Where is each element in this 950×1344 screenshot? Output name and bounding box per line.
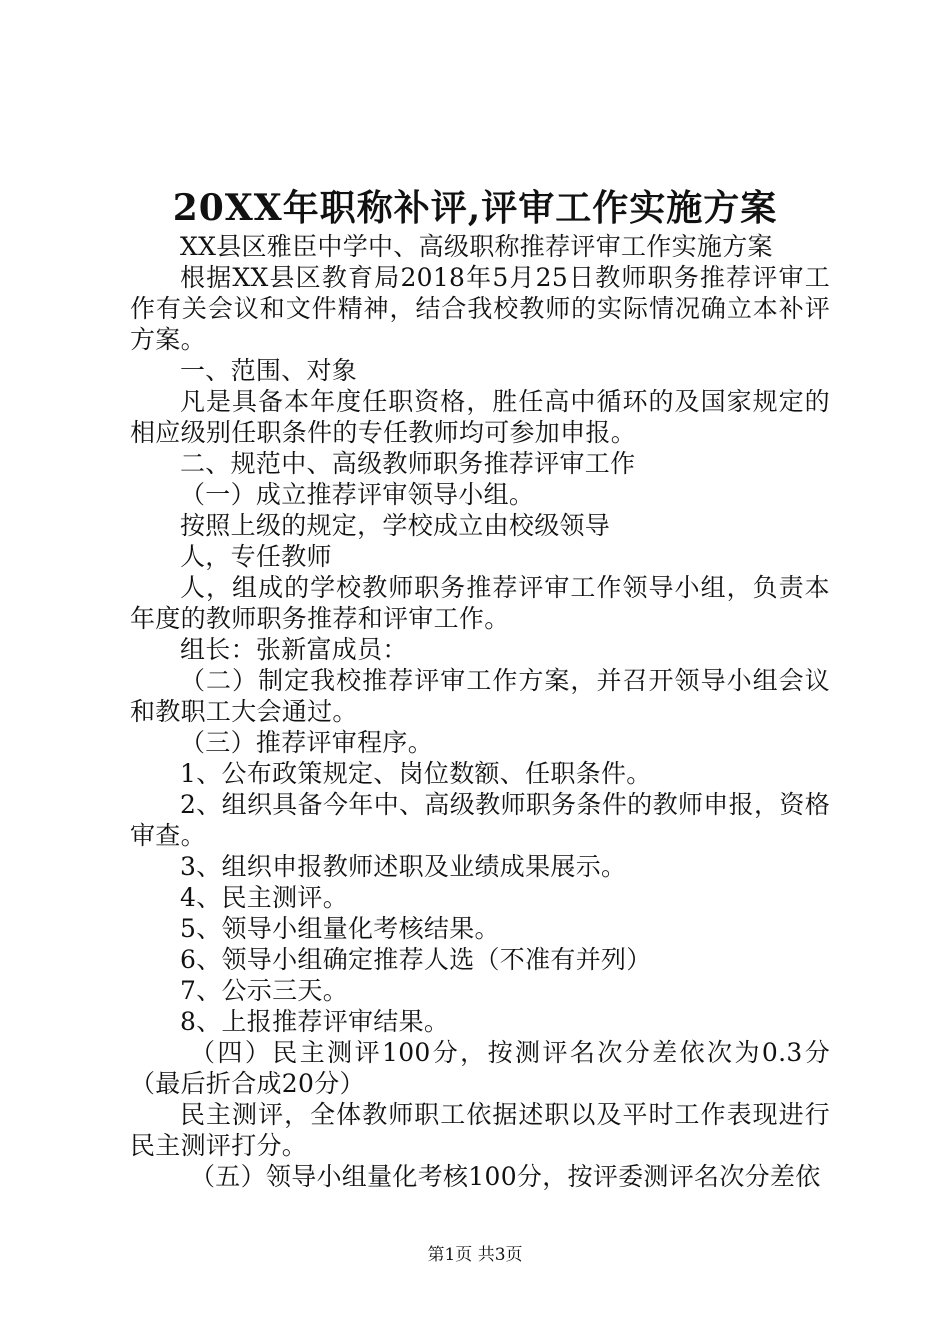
paragraph: 人，组成的学校教师职务推荐评审工作领导小组，负责本年度的教师职务推荐和评审工作。 — [130, 573, 830, 633]
paragraph: 按照上级的规定，学校成立由校级领导 — [180, 511, 611, 540]
list-item: 3、组织申报教师述职及业绩成果展示。 — [180, 852, 627, 881]
subsection-heading: （一）成立推荐评审领导小组。 — [180, 480, 535, 509]
page-number: 第1页 共3页 — [427, 1245, 523, 1265]
list-item: 7、公示三天。 — [180, 976, 349, 1005]
list-item: 1、公布政策规定、岗位数额、任职条件。 — [180, 759, 652, 788]
subsection-heading: （五）领导小组量化考核100分，按评委测评名次分差依 — [190, 1162, 821, 1191]
paragraph-subtitle: XX县区雅臣中学中、高级职称推荐评审工作实施方案 — [180, 232, 773, 261]
subsection-heading: （三）推荐评审程序。 — [180, 728, 434, 757]
list-item: 5、领导小组量化考核结果。 — [180, 914, 500, 943]
paragraph: 民主测评，全体教师职工依据述职以及平时工作表现进行民主测评打分。 — [130, 1100, 830, 1160]
section-heading: 一、范围、对象 — [180, 356, 358, 385]
subsection-heading: （二）制定我校推荐评审工作方案，并召开领导小组会议和教职工大会通过。 — [130, 666, 830, 726]
subsection-heading: （四）民主测评100分，按测评名次分差依次为0.3分（最后折合成20分） — [130, 1038, 830, 1098]
section-heading: 二、规范中、高级教师职务推荐评审工作 — [180, 449, 636, 478]
document-title: 20XX年职称补评,评审工作实施方案 — [172, 187, 778, 229]
paragraph: 人，专任教师 — [180, 542, 332, 571]
list-item: 4、民主测评。 — [180, 883, 349, 912]
list-item: 6、领导小组确定推荐人选（不准有并列） — [180, 945, 652, 974]
document-body — [130, 231, 830, 1192]
list-item: 8、上报推荐评审结果。 — [180, 1007, 450, 1036]
list-item: 2、组织具备今年中、高级教师职务条件的教师申报，资格审查。 — [130, 790, 830, 850]
paragraph: 凡是具备本年度任职资格，胜任高中循环的及国家规定的相应级别任职条件的专任教师均可参加申报。 — [130, 387, 830, 447]
paragraph: 根据XX县区教育局2018年5月25日教师职务推荐评审工作有关会议和文件精神，结合我校教师的实际情况确立本补评方案。 — [130, 263, 830, 354]
paragraph: 组长：张新富成员： — [180, 635, 408, 664]
